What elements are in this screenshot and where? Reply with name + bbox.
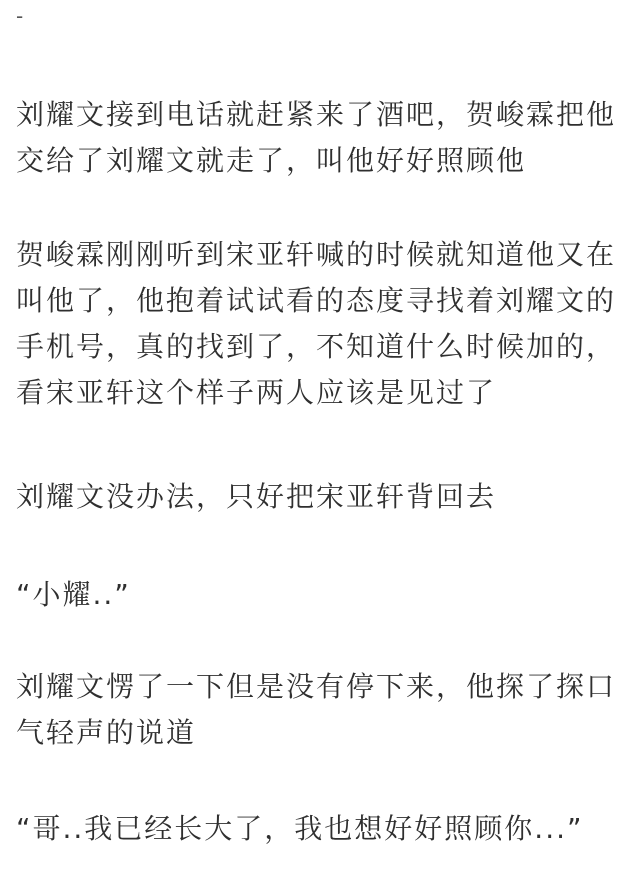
paragraph-line: “小耀..” [16,578,131,611]
paragraph-line: “哥..我已经长大了，我也想好好照顾你...” [16,812,584,845]
paragraph-6 [16,806,628,852]
paragraph-1 [16,92,628,184]
top-dash: - [16,4,24,28]
paragraph-5 [16,664,628,756]
paragraph-4 [16,572,628,618]
paragraph-line: 手机号，真的找到了，不知道什么时候加的， [16,330,617,363]
paragraph-line: 看宋亚轩这个样子两人应该是见过了 [16,376,497,409]
paragraph-line: 刘耀文愣了一下但是没有停下来，他探了探口 [16,670,617,703]
paragraph-line: 贺峻霖刚刚听到宋亚轩喊的时候就知道他又在 [16,238,617,271]
paragraph-line: 气轻声的说道 [16,716,197,749]
paragraph-3 [16,474,628,520]
paragraph-line: 叫他了，他抱着试试看的态度寻找着刘耀文的 [16,284,617,317]
paragraph-line: 交给了刘耀文就走了，叫他好好照顾他 [16,144,527,177]
paragraph-line: 刘耀文没办法，只好把宋亚轩背回去 [16,480,497,513]
paragraph-2 [16,232,628,416]
paragraph-line: 刘耀文接到电话就赶紧来了酒吧，贺峻霖把他 [16,98,617,131]
